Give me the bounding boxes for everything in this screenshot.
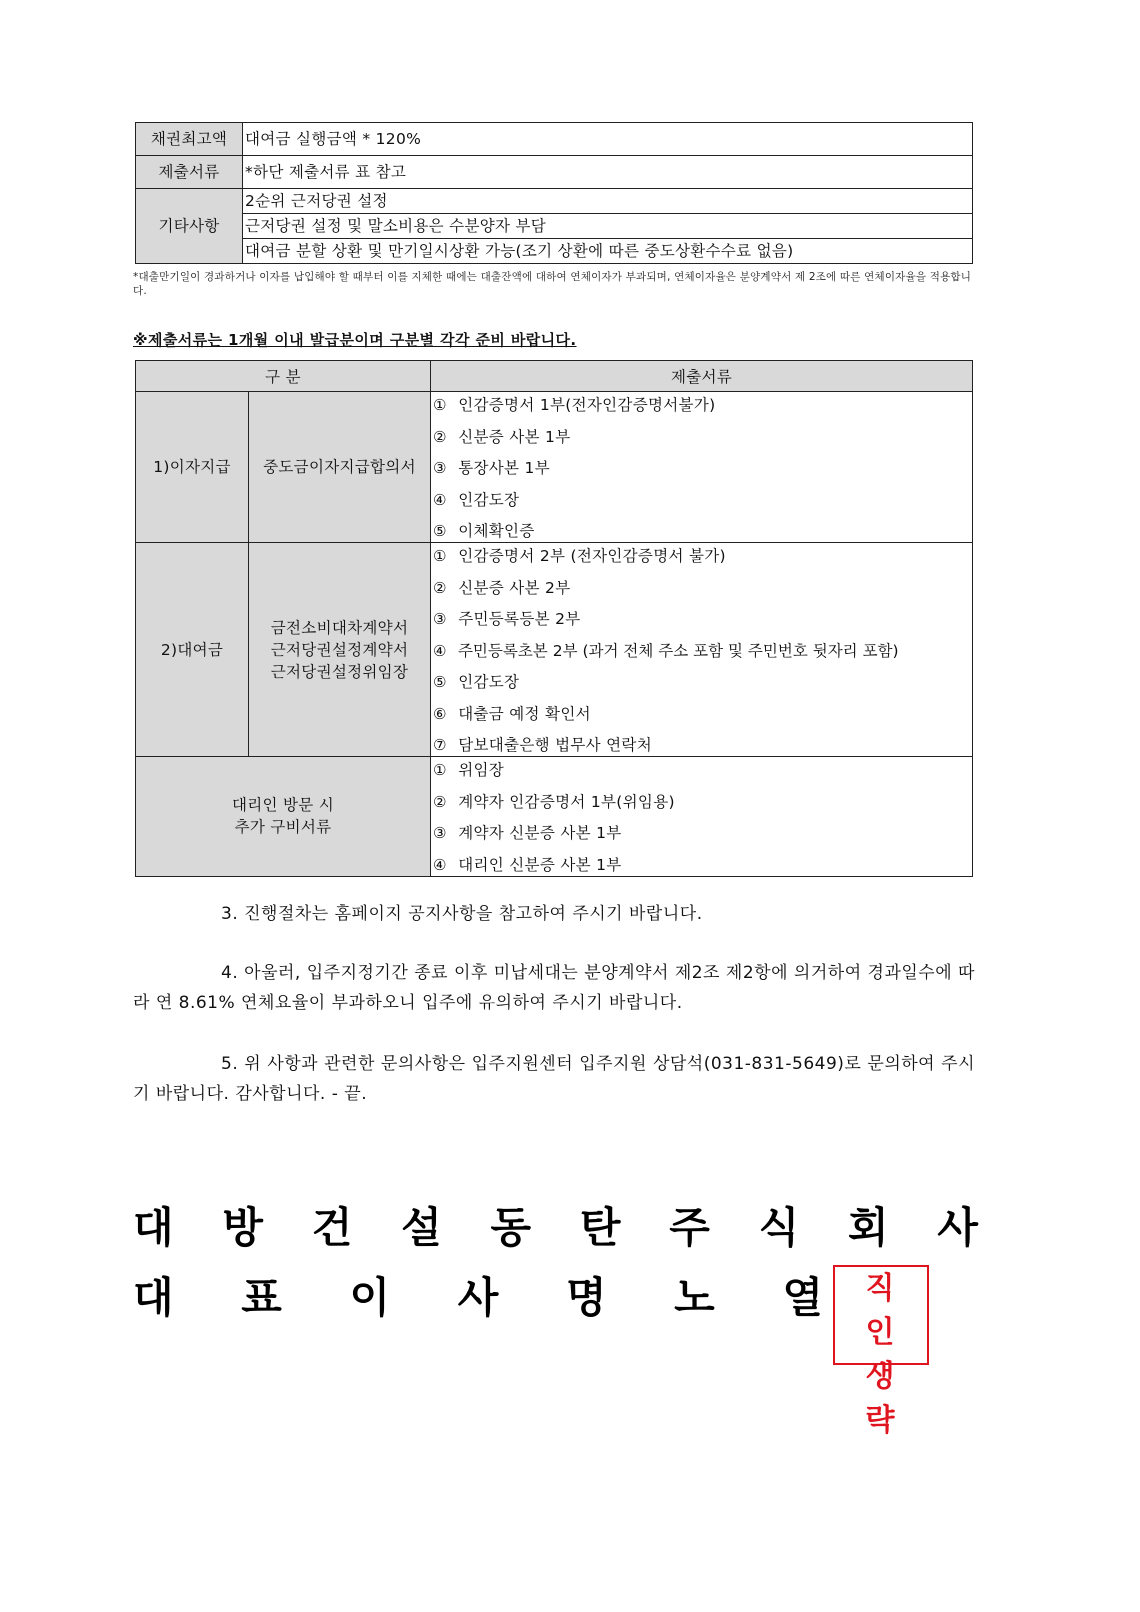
category-interest: 1)이자지급	[136, 392, 249, 543]
list-item: ⑦ 담보대출은행 법무사 연락처	[433, 736, 652, 754]
list-item: ② 신분증 사본 1부	[433, 427, 571, 446]
row-value: 대여금 실행금액 * 120%	[243, 123, 973, 156]
category-line: 추가 구비서류	[234, 818, 332, 837]
header-category: 구 분	[136, 361, 431, 392]
document-list	[431, 757, 973, 877]
list-item: ① 인감증명서 2부 (전자인감증명서 불가)	[433, 547, 726, 565]
row-label-other: 기타사항	[136, 189, 243, 264]
list-item: ③ 주민등록등본 2부	[433, 610, 581, 628]
paragraph-inquiry: 5. 위 사항과 관련한 문의사항은 입주지원센터 입주지원 상담석(031-831-5649)로 문의하여 주시기 바랍니다. 감사합니다. - 끝.	[133, 1054, 975, 1104]
list-item: ④ 대리인 신분증 사본 1부	[433, 855, 622, 874]
table-header-row	[136, 361, 973, 392]
required-documents-table	[135, 360, 973, 877]
list-item: ③ 통장사본 1부	[433, 459, 550, 477]
row-label-max-claim: 채권최고액	[136, 123, 243, 156]
contract-interest: 중도금이자지급합의서	[249, 392, 431, 543]
documents-notice: ※제출서류는 1개월 이내 발급분이며 구분별 각각 준비 바랍니다.	[133, 331, 577, 349]
list-item: ⑤ 이체확인증	[433, 522, 535, 540]
paragraph-late-fee: 4. 아울러, 입주지정기간 종료 이후 미납세대는 분양계약서 제2조 제2항에 의거하여 경과일수에 따라 연 8.61% 연체요율이 부과하오니 입주에 유의하여 주시기 바랍니다.	[133, 963, 975, 1013]
category-proxy-visit	[136, 757, 431, 877]
row-value: 근저당권 설정 및 말소비용은 수분양자 부담	[243, 214, 973, 239]
contract-name: 근저당권설정계약서	[270, 640, 409, 659]
list-item: ⑤ 인감도장	[433, 673, 520, 691]
row-label-documents: 제출서류	[136, 156, 243, 189]
table-row-loan	[136, 543, 973, 757]
table-row	[136, 214, 973, 239]
table-row	[136, 156, 973, 189]
table-row-proxy	[136, 757, 973, 877]
list-item: ① 인감증명서 1부(전자인감증명서불가)	[433, 396, 716, 414]
representative-name: 대 표 이 사 명 노 열	[133, 1273, 823, 1322]
list-item: ① 위임장	[433, 761, 505, 779]
company-name: 대 방 건 설 동 탄 주 식 회 사	[133, 1203, 978, 1252]
contract-loan	[249, 543, 431, 757]
table-row	[136, 189, 973, 214]
paragraph-procedure: 3. 진행절차는 홈페이지 공지사항을 참고하여 주시기 바랍니다.	[221, 904, 703, 924]
list-item: ④ 인감도장	[433, 490, 520, 509]
list-item: ② 계약자 인감증명서 1부(위임용)	[433, 792, 675, 811]
list-item: ④ 주민등록초본 2부 (과거 전체 주소 포함 및 주민번호 뒷자리 포함)	[433, 641, 899, 660]
list-item: ⑥ 대출금 예정 확인서	[433, 704, 591, 723]
row-value: 대여금 분할 상환 및 만기일시상환 가능(조기 상환에 따른 중도상환수수료 없음)	[243, 239, 973, 264]
header-documents: 제출서류	[431, 361, 973, 392]
loan-terms-table	[135, 122, 973, 264]
category-line: 대리인 방문 시	[231, 796, 335, 815]
table-row-interest	[136, 392, 973, 543]
list-item: ③ 계약자 신분증 사본 1부	[433, 824, 622, 842]
category-loan: 2)대여금	[136, 543, 249, 757]
late-interest-footnote: *대출만기일이 경과하거나 이자를 납입해야 할 때부터 이를 지체한 때에는 대출잔액에 대하여 연체이자가 부과되며, 연체이자율은 분양계약서 제 2조에 따른 연체이자율을 적용합니다.	[133, 271, 972, 297]
official-seal-omitted-stamp: 직 인 생 략	[833, 1265, 929, 1365]
document-list	[431, 392, 973, 543]
contract-name: 근저당권설정위임장	[270, 662, 409, 681]
list-item: ② 신분증 사본 2부	[433, 578, 571, 597]
row-value: *하단 제출서류 표 참고	[243, 156, 973, 189]
row-value: 2순위 근저당권 설정	[243, 189, 973, 214]
document-list	[431, 543, 973, 757]
table-row	[136, 239, 973, 264]
table-row	[136, 123, 973, 156]
contract-name: 금전소비대차계약서	[270, 618, 409, 637]
